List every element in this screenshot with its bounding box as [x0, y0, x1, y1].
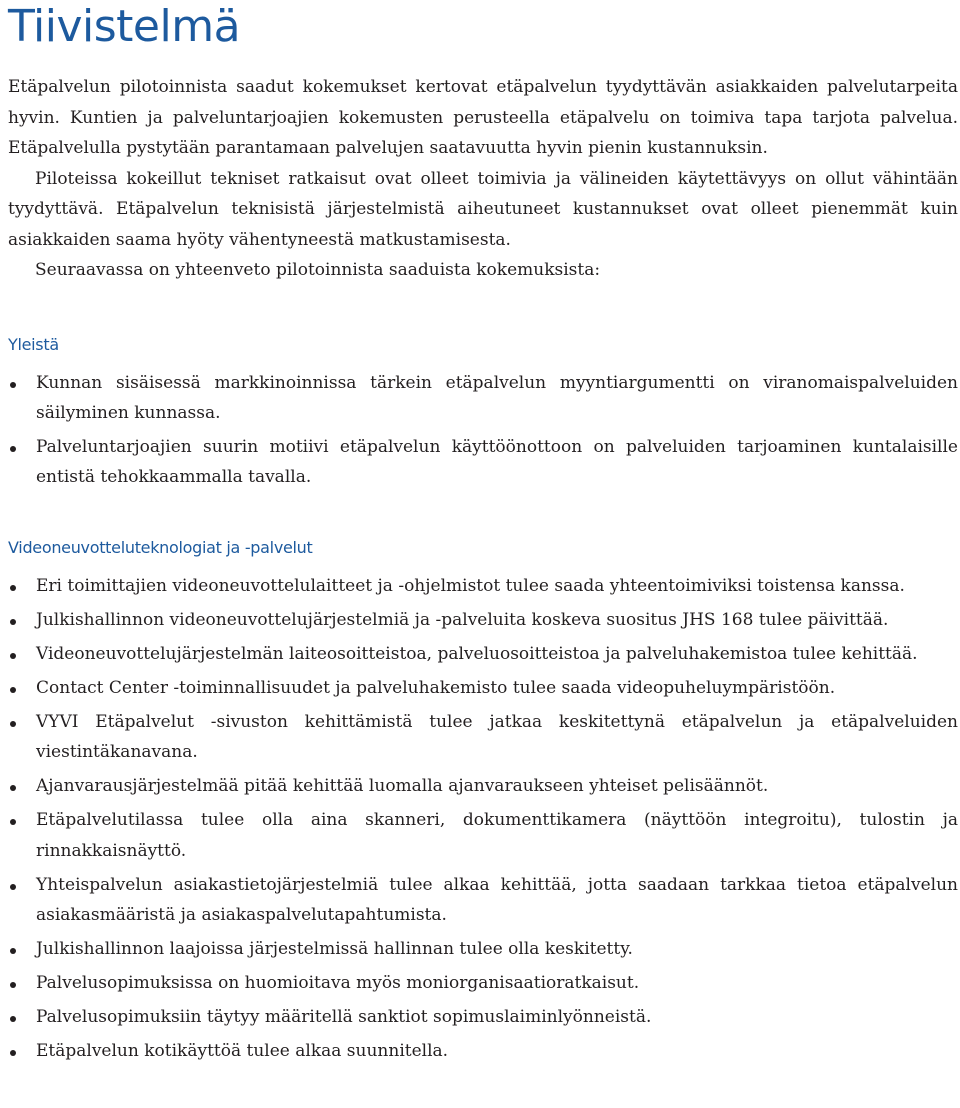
section-general — [8, 332, 958, 493]
list-item: Eri toimittajien videoneuvottelulaitteet ja -ohjelmistot tulee saada yhteentoimiviksi toistensa kanssa. — [8, 571, 958, 602]
list-item: Etäpalvelun kotikäyttöä tulee alkaa suunnitella. — [8, 1036, 958, 1067]
list-item: Kunnan sisäisessä markkinoinnissa tärkein etäpalvelun myyntiargumentti on viranomaispalveluiden säilyminen kunnassa. — [8, 368, 958, 429]
intro-paragraph: Piloteissa kokeillut tekniset ratkaisut ovat olleet toimivia ja välineiden käytettävyys on ollut vähintään tyydyttävä. Etäpalvelun teknisistä järjestelmistä aiheutuneet kustannukset ovat olleet pienemmät kuin asiakkaiden saama hyöty vähentyneestä matkustamisesta. — [8, 168, 958, 250]
list-item: Etäpalvelutilassa tulee olla aina skanneri, dokumenttikamera (näyttöön integroitu), tulostin ja rinnakkaisnäyttö. — [8, 805, 958, 866]
list-item: Palveluntarjoajien suurin motiivi etäpalvelun käyttöönottoon on palveluiden tarjoaminen kuntalaisille entistä tehokkaammalla tavalla. — [8, 432, 958, 493]
list-item: Videoneuvottelujärjestelmän laiteosoitteistoa, palveluosoitteistoa ja palveluhakemistoa tulee kehittää. — [8, 639, 958, 670]
section-heading-video: Videoneuvotteluteknologiat ja -palvelut — [8, 537, 313, 557]
list-item: VYVI Etäpalvelut -sivuston kehittämistä tulee jatkaa keskitettynä etäpalvelun ja etäpalveluiden viestintäkanavana. — [8, 707, 958, 768]
list-item: Yhteispalvelun asiakastietojärjestelmiä tulee alkaa kehittää, jotta saadaan tarkkaa tietoa etäpalvelun asiakasmääristä ja asiakaspalvelutapahtumista. — [8, 870, 958, 931]
intro-paragraph: Seuraavassa on yhteenveto pilotoinnista saaduista kokemuksista: — [35, 260, 601, 280]
document-page — [8, 0, 958, 1067]
section-heading-general: Yleistä — [8, 334, 59, 354]
list-item: Palvelusopimuksiin täytyy määritellä sanktiot sopimuslaiminlyönneistä. — [8, 1002, 958, 1033]
intro-paragraph: Etäpalvelun pilotoinnista saadut kokemukset kertovat etäpalvelun tyydyttävän asiakkaiden palvelutarpeita hyvin. Kuntien ja palveluntarjoajien kokemusten perusteella etäpalvelu on toimiva tapa tarjota palvelua. Etäpalvelulla pystytään parantamaan palvelujen saatavuutta hyvin pienin kustannuksin. — [8, 77, 958, 158]
bullet-list-video — [8, 571, 958, 1067]
list-item: Julkishallinnon laajoissa järjestelmissä hallinnan tulee olla keskitetty. — [8, 934, 958, 965]
page-title: Tiivistelmä — [8, 1, 241, 52]
list-item: Contact Center -toiminnallisuudet ja palveluhakemisto tulee saada videopuheluympäristöön. — [8, 673, 958, 704]
bullet-list-general — [8, 368, 958, 493]
list-item: Palvelusopimuksissa on huomioitava myös moniorganisaatioratkaisut. — [8, 968, 958, 999]
list-item: Ajanvarausjärjestelmää pitää kehittää luomalla ajanvaraukseen yhteiset pelisäännöt. — [8, 771, 958, 802]
list-item: Julkishallinnon videoneuvottelujärjestelmiä ja -palveluita koskeva suositus JHS 168 tulee päivittää. — [8, 605, 958, 636]
intro-section — [8, 72, 958, 286]
section-video — [8, 535, 958, 1067]
